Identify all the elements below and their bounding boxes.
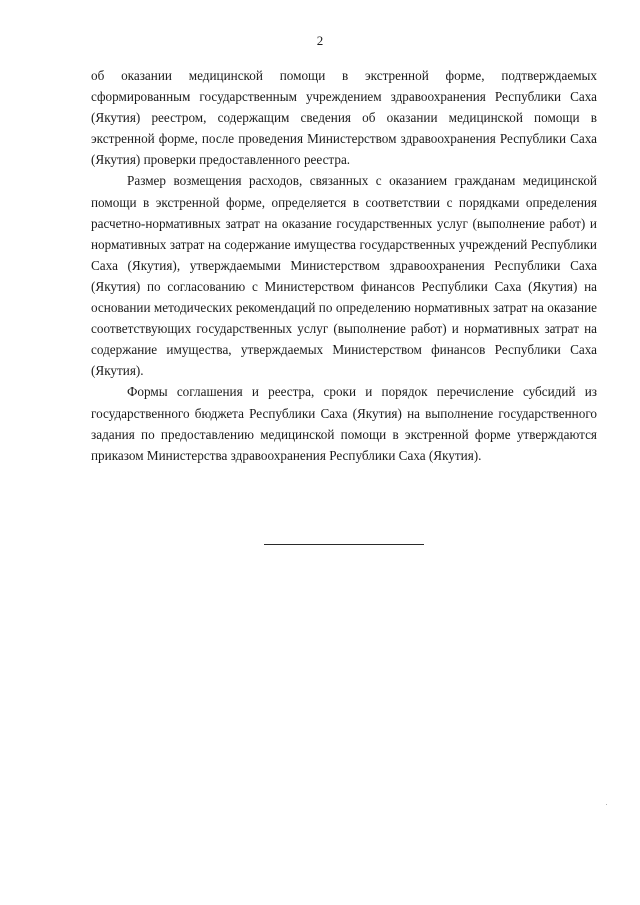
page-number: 2 [316, 33, 324, 48]
paragraph-1: об оказании медицинской помощи в экстренной форме, подтверждаемых сформированным государственным учреждением здравоохранения Республики Саха (Якутия) реестром, содержащим сведения об оказании медицинской помощи в экстренной форме, после проведения Министерством здравоохранения Республики Саха (Якутия) проверки предоставленного реестра. [91, 68, 597, 168]
end-of-document-rule [264, 544, 424, 545]
paragraph-3: Формы соглашения и реестра, сроки и порядок перечисление субсидий из государственного бюджета Республики Саха (Якутия) на выполнение государственного задания по предоставлению медицинской помощи в экстренной форме утверждаются приказом Министерства здравоохранения Республики Саха (Якутия). [91, 384, 597, 463]
paragraph-2: Размер возмещения расходов, связанных с оказанием гражданам медицинской помощи в экстренной форме, определяется в соответствии с порядками определения расчетно-нормативных затрат на оказание государственных услуг (выполнение работ) и нормативных затрат на содержание имущества государственных учреждений Республики Саха (Якутия), утверждаемыми Министерством здравоохранения Республики Саха (Якутия) по согласованию с Министерством финансов Республики Саха (Якутия) на основании методических рекомендаций по определению нормативных затрат на оказание соответствующих государственных услуг (выполнение работ) и нормативных затрат на содержание имущества, утверждаемых Министерством финансов Республики Саха (Якутия). [91, 173, 597, 379]
scan-speck [606, 804, 607, 805]
document-body [91, 65, 597, 466]
